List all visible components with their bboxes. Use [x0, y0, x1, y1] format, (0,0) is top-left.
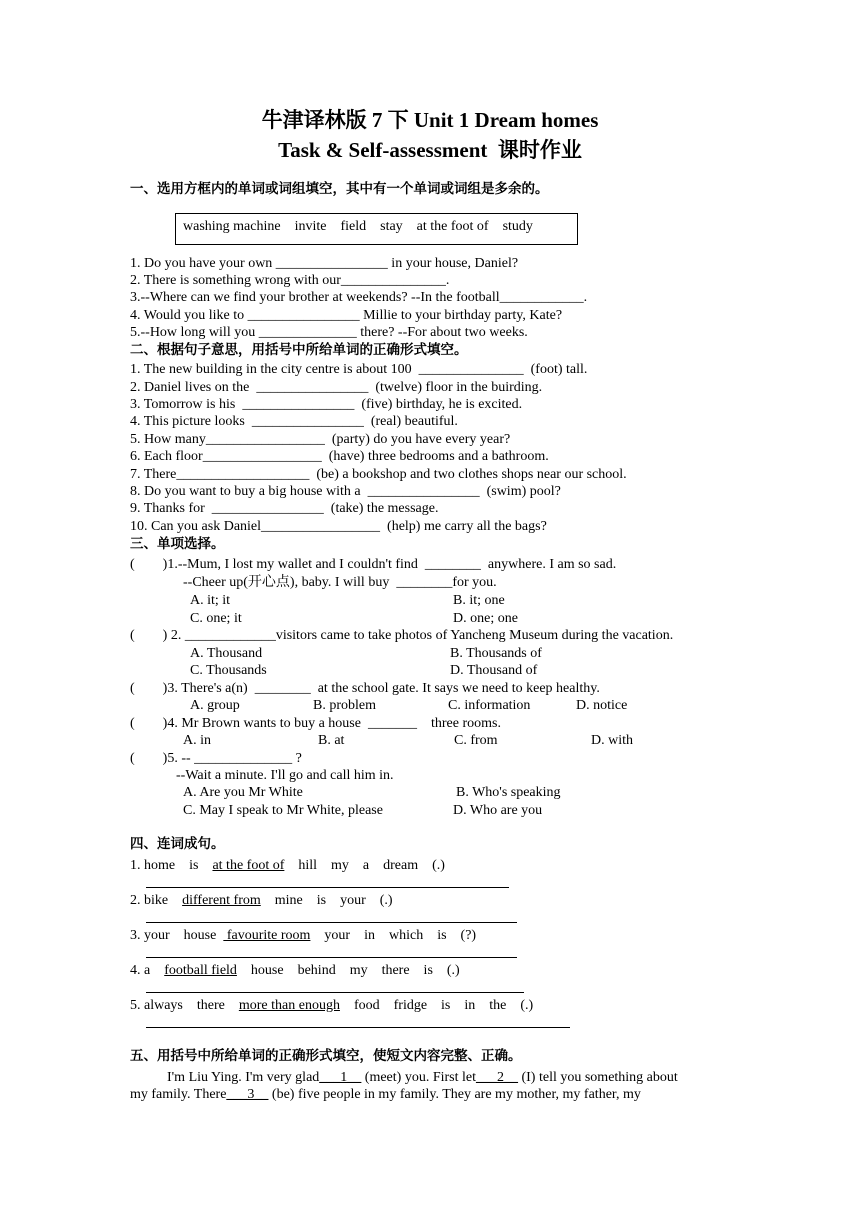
mc-question-cont: --Cheer up(开心点), baby. I will buy ________for you. — [183, 575, 497, 590]
mc-option: A. group — [190, 698, 240, 713]
reorder-item: 4. a football field house behind my there is (.) — [130, 963, 460, 978]
answer-line[interactable] — [146, 887, 509, 888]
answer-line[interactable] — [146, 957, 517, 958]
mc-option: C. one; it — [190, 611, 242, 626]
s2-item: 10. Can you ask Daniel_________________ (help) me carry all the bags? — [130, 519, 547, 534]
mc-question: ( )1.--Mum, I lost my wallet and I couldn't find ________ anywhere. I am so sad. — [130, 557, 617, 572]
reorder-item: 1. home is at the foot of hill my a dream (.) — [130, 858, 445, 873]
mc-option: D. notice — [576, 698, 628, 713]
s1-item: 1. Do you have your own ________________ in your house, Daniel? — [130, 256, 519, 271]
s2-item: 6. Each floor_________________ (have) three bedrooms and a bathroom. — [130, 449, 549, 464]
mc-option: B. Thousands of — [450, 646, 542, 661]
s1-item: 2. There is something wrong with our_______________. — [130, 273, 450, 288]
mc-option: D. with — [591, 733, 633, 748]
s2-item: 3. Tomorrow is his ________________ (five) birthday, he is excited. — [130, 397, 523, 412]
s2-item: 4. This picture looks ________________ (real) beautiful. — [130, 414, 458, 429]
worksheet-title-line1: 牛津译林版 7 下 Unit 1 Dream homes — [261, 108, 599, 132]
mc-option: C. May I speak to Mr White, please — [183, 803, 383, 818]
s2-item: 8. Do you want to buy a big house with a ________________ (swim) pool? — [130, 484, 561, 499]
s1-item: 3.--Where can we find your brother at weekends? --In the football____________. — [130, 290, 588, 305]
mc-question: ( )5. -- ______________ ? — [130, 751, 302, 766]
mc-question: ( ) 2. _____________visitors came to take photos of Yancheng Museum during the vacation. — [130, 628, 674, 643]
answer-line[interactable] — [146, 992, 524, 993]
mc-option: C. from — [454, 733, 498, 748]
mc-question: ( )4. Mr Brown wants to buy a house _______ three rooms. — [130, 716, 501, 731]
section4-heading: 四、连词成句。 — [130, 836, 225, 852]
passage-line: I'm Liu Ying. I'm very glad___1__ (meet) you. First let___2__ (I) tell you something about — [167, 1070, 678, 1085]
section2-heading: 二、根据句子意思，用括号中所给单词的正确形式填空。 — [130, 342, 468, 358]
passage-line: my family. There___3__ (be) five people in my family. They are my mother, my father, my — [130, 1087, 641, 1102]
blank-3[interactable]: ___3__ — [226, 1087, 269, 1102]
s2-item: 2. Daniel lives on the ________________ (twelve) floor in the buirding. — [130, 380, 543, 395]
word-box-text: washing machine invite field stay at the foot of study — [183, 219, 533, 234]
answer-line[interactable] — [146, 1027, 570, 1028]
section1-heading: 一、选用方框内的单词或词组填空，其中有一个单词或词组是多余的。 — [130, 181, 549, 197]
answer-line[interactable] — [146, 922, 517, 923]
mc-option: A. Are you Mr White — [183, 785, 303, 800]
reorder-item: 5. always there more than enough food fridge is in the (.) — [130, 998, 534, 1013]
mc-option: B. Who's speaking — [456, 785, 561, 800]
s2-item: 9. Thanks for ________________ (take) the message. — [130, 501, 439, 516]
mc-option: B. problem — [313, 698, 376, 713]
worksheet-title-line2: Task & Self-assessment 课时作业 — [278, 138, 582, 162]
mc-option: D. Who are you — [453, 803, 543, 818]
mc-option: A. it; it — [190, 593, 231, 608]
reorder-item: 2. bike different from mine is your (.) — [130, 893, 393, 908]
s1-item: 5.--How long will you ______________ there? --For about two weeks. — [130, 325, 528, 340]
s2-item: 5. How many_________________ (party) do you have every year? — [130, 432, 511, 447]
mc-option: B. at — [318, 733, 345, 748]
section3-heading: 三、单项选择。 — [130, 536, 225, 552]
blank-1[interactable]: ___1__ — [319, 1070, 362, 1085]
mc-question: ( )3. There's a(n) ________ at the school gate. It says we need to keep healthy. — [130, 681, 600, 696]
reorder-item: 3. your house favourite room your in which is (?) — [130, 928, 477, 943]
s2-item: 7. There___________________ (be) a bookshop and two clothes shops near our school. — [130, 467, 627, 482]
s2-item: 1. The new building in the city centre is about 100 _______________ (foot) tall. — [130, 362, 588, 377]
mc-option: B. it; one — [453, 593, 505, 608]
mc-option: C. information — [448, 698, 531, 713]
mc-question-cont: --Wait a minute. I'll go and call him in. — [176, 768, 394, 783]
mc-option: A. Thousand — [190, 646, 263, 661]
blank-2[interactable]: ___2__ — [475, 1070, 518, 1085]
s1-item: 4. Would you like to ________________ Millie to your birthday party, Kate? — [130, 308, 563, 323]
mc-option: A. in — [183, 733, 211, 748]
mc-option: C. Thousands — [190, 663, 267, 678]
mc-option: D. Thousand of — [450, 663, 538, 678]
section5-heading: 五、用括号中所给单词的正确形式填空，使短文内容完整、正确。 — [130, 1048, 522, 1064]
mc-option: D. one; one — [453, 611, 518, 626]
